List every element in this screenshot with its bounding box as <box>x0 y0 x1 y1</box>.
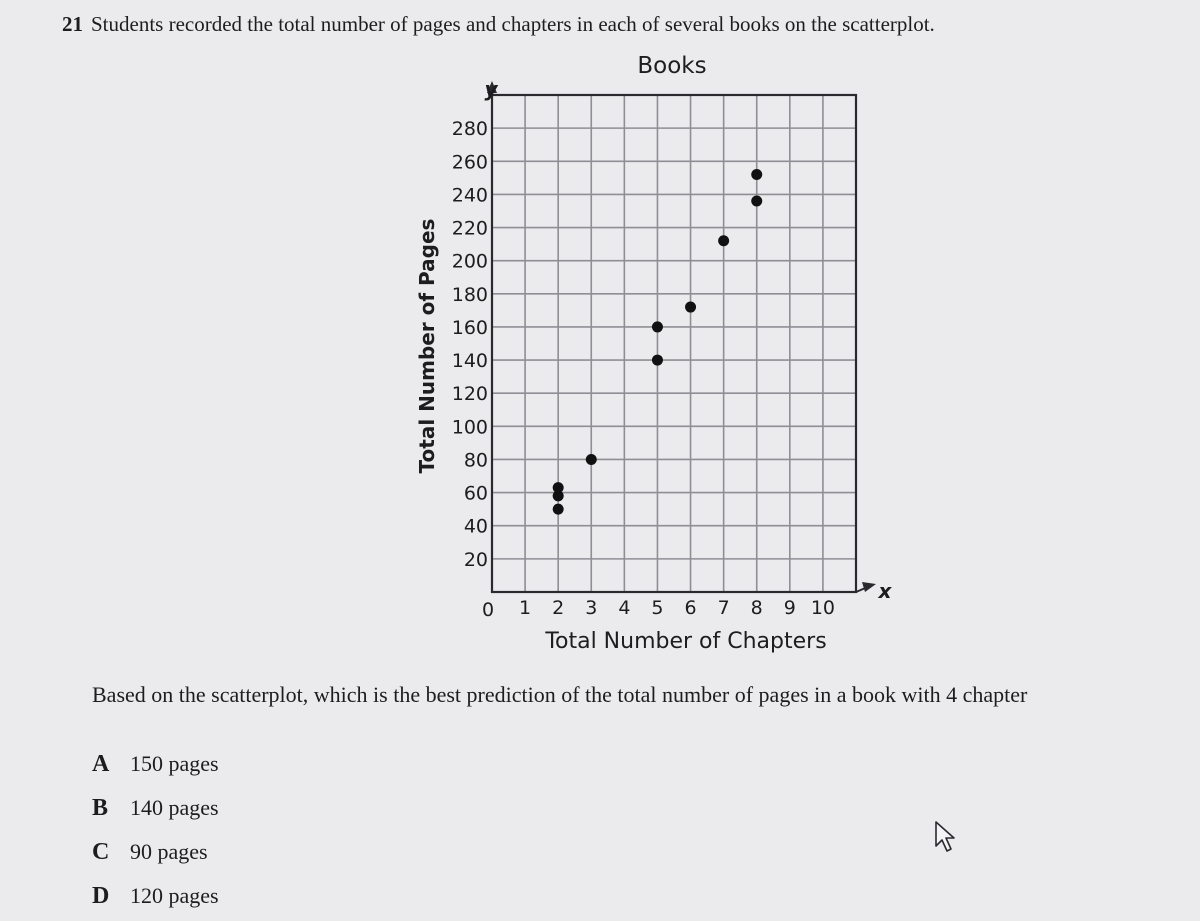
x-tick-label: 4 <box>618 597 631 619</box>
x-tick-label: 9 <box>783 597 796 619</box>
y-tick-label: 160 <box>451 316 488 339</box>
answer-choices <box>92 742 219 918</box>
x-tick-label: 6 <box>684 597 697 619</box>
x-axis-label: Total Number of Chapters <box>545 629 827 654</box>
choice-letter: C <box>92 838 110 865</box>
choice-d[interactable] <box>92 874 219 918</box>
data-point <box>718 235 729 246</box>
y-tick-label: 40 <box>463 515 488 538</box>
choice-text: 120 pages <box>130 883 219 908</box>
data-point <box>553 482 564 493</box>
y-tick-label: 120 <box>451 383 488 406</box>
x-tick-label: 10 <box>810 597 836 619</box>
question-number: 21 <box>62 12 83 36</box>
y-tick-label: 80 <box>463 449 488 472</box>
y-tick-label: 60 <box>463 482 488 505</box>
y-axis-letter: y <box>484 77 498 101</box>
x-tick-label: 7 <box>717 597 730 619</box>
x-tick-label: 2 <box>552 597 565 619</box>
x-axis-arrow <box>862 582 876 592</box>
data-point <box>751 169 762 180</box>
choice-text: 150 pages <box>130 751 219 776</box>
x-tick-label: 1 <box>519 597 532 619</box>
y-tick-label: 280 <box>451 118 488 141</box>
choice-text: 90 pages <box>130 839 208 864</box>
mouse-pointer-icon <box>932 820 962 854</box>
x-axis-letter: x <box>878 579 892 603</box>
chart-grid <box>492 95 856 592</box>
data-point <box>553 504 564 515</box>
choice-letter: B <box>92 794 109 821</box>
origin-label: 0 <box>481 599 495 621</box>
chart-axes <box>487 81 876 592</box>
data-point <box>652 321 663 332</box>
y-tick-label: 240 <box>451 184 488 207</box>
data-point <box>751 196 762 207</box>
y-axis-label: Total Number of Pages <box>415 218 439 474</box>
y-tick-label: 20 <box>463 548 488 571</box>
y-tick-label: 140 <box>451 350 488 373</box>
y-tick-label: 100 <box>451 416 488 439</box>
plot-frame <box>492 95 856 592</box>
chart-title: Books <box>637 53 707 79</box>
question-text: Students recorded the total number of pages and chapters in each of several books on the scatterplot. <box>91 12 935 36</box>
choice-letter: A <box>92 750 110 777</box>
x-tick-label: 5 <box>651 597 664 619</box>
y-tick-label: 180 <box>451 283 488 306</box>
y-tick-label: 220 <box>451 217 488 240</box>
choice-text: 140 pages <box>130 795 219 820</box>
data-point <box>586 454 597 465</box>
x-tick-label: 8 <box>750 597 763 619</box>
y-tick-label: 200 <box>451 250 488 273</box>
choice-c[interactable] <box>92 830 219 874</box>
choice-a[interactable] <box>92 742 219 786</box>
choice-letter: D <box>92 882 110 909</box>
chart-tick-labels <box>452 118 835 619</box>
data-point <box>652 355 663 366</box>
y-tick-label: 260 <box>451 151 488 174</box>
data-point <box>685 302 696 313</box>
choice-b[interactable] <box>92 786 219 830</box>
question-prompt: Based on the scatterplot, which is the best prediction of the total number of pages in a book with 4 chapter <box>92 682 1028 707</box>
x-tick-label: 3 <box>585 597 598 619</box>
